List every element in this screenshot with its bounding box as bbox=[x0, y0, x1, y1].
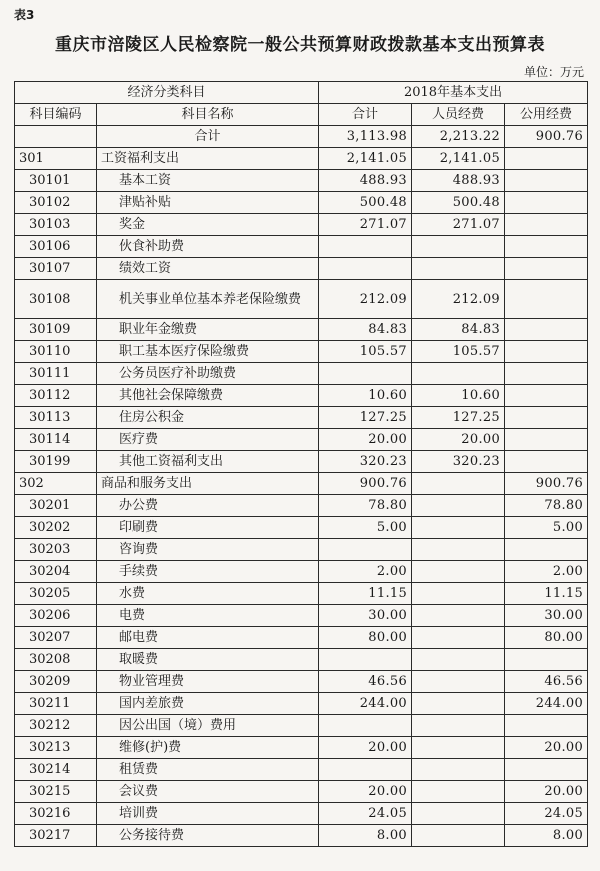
row-total: 2,141.05 bbox=[319, 148, 412, 170]
row-personnel bbox=[412, 759, 505, 781]
row-personnel: 212.09 bbox=[412, 280, 505, 319]
row-public bbox=[505, 363, 588, 385]
row-code: 30113 bbox=[15, 407, 97, 429]
row-total: 30.00 bbox=[319, 605, 412, 627]
row-public bbox=[505, 192, 588, 214]
row-total: 78.80 bbox=[319, 495, 412, 517]
table-row bbox=[15, 825, 588, 847]
table-row bbox=[15, 781, 588, 803]
table-row bbox=[15, 671, 588, 693]
row-public bbox=[505, 214, 588, 236]
row-name: 住房公积金 bbox=[97, 407, 319, 429]
row-name: 机关事业单位基本养老保险缴费 bbox=[97, 280, 319, 319]
table-row bbox=[15, 341, 588, 363]
row-name: 培训费 bbox=[97, 803, 319, 825]
table-row bbox=[15, 451, 588, 473]
row-code: 30201 bbox=[15, 495, 97, 517]
row-name: 伙食补助费 bbox=[97, 236, 319, 258]
table-row bbox=[15, 627, 588, 649]
row-total bbox=[319, 539, 412, 561]
table-row bbox=[15, 170, 588, 192]
table-row bbox=[15, 561, 588, 583]
table-row bbox=[15, 429, 588, 451]
row-name: 印刷费 bbox=[97, 517, 319, 539]
row-personnel bbox=[412, 539, 505, 561]
row-personnel bbox=[412, 363, 505, 385]
row-total: 127.25 bbox=[319, 407, 412, 429]
header-code: 科目编码 bbox=[15, 104, 97, 126]
row-public bbox=[505, 539, 588, 561]
row-public: 78.80 bbox=[505, 495, 588, 517]
row-name: 国内差旅费 bbox=[97, 693, 319, 715]
row-personnel bbox=[412, 693, 505, 715]
row-total: 20.00 bbox=[319, 737, 412, 759]
header-personnel: 人员经费 bbox=[412, 104, 505, 126]
header-econ-class: 经济分类科目 bbox=[15, 82, 319, 104]
table-row bbox=[15, 495, 588, 517]
table-row bbox=[15, 737, 588, 759]
row-total: 500.48 bbox=[319, 192, 412, 214]
table-row bbox=[15, 385, 588, 407]
table-row bbox=[15, 583, 588, 605]
row-personnel bbox=[412, 561, 505, 583]
row-total: 24.05 bbox=[319, 803, 412, 825]
row-total: 105.57 bbox=[319, 341, 412, 363]
table-row bbox=[15, 473, 588, 495]
row-name: 其他工资福利支出 bbox=[97, 451, 319, 473]
row-name: 职工基本医疗保险缴费 bbox=[97, 341, 319, 363]
row-public bbox=[505, 280, 588, 319]
row-total: 271.07 bbox=[319, 214, 412, 236]
row-personnel: 84.83 bbox=[412, 319, 505, 341]
row-total: 3,113.98 bbox=[319, 126, 412, 148]
header-row-1 bbox=[15, 82, 588, 104]
row-name: 商品和服务支出 bbox=[97, 473, 319, 495]
row-code: 30207 bbox=[15, 627, 97, 649]
row-public bbox=[505, 341, 588, 363]
row-code bbox=[15, 126, 97, 148]
row-personnel bbox=[412, 649, 505, 671]
table-row bbox=[15, 319, 588, 341]
row-personnel bbox=[412, 236, 505, 258]
row-public: 2.00 bbox=[505, 561, 588, 583]
row-name: 会议费 bbox=[97, 781, 319, 803]
row-total: 2.00 bbox=[319, 561, 412, 583]
row-personnel bbox=[412, 825, 505, 847]
table-row bbox=[15, 693, 588, 715]
row-name: 其他社会保障缴费 bbox=[97, 385, 319, 407]
header-name: 科目名称 bbox=[97, 104, 319, 126]
row-public bbox=[505, 319, 588, 341]
row-personnel bbox=[412, 605, 505, 627]
row-name: 办公费 bbox=[97, 495, 319, 517]
row-code: 30111 bbox=[15, 363, 97, 385]
row-total bbox=[319, 258, 412, 280]
table-row bbox=[15, 236, 588, 258]
table-row bbox=[15, 407, 588, 429]
row-total: 5.00 bbox=[319, 517, 412, 539]
table-row bbox=[15, 539, 588, 561]
row-personnel bbox=[412, 473, 505, 495]
row-total: 212.09 bbox=[319, 280, 412, 319]
row-public: 11.15 bbox=[505, 583, 588, 605]
table-row bbox=[15, 649, 588, 671]
row-code: 30101 bbox=[15, 170, 97, 192]
row-personnel bbox=[412, 258, 505, 280]
row-total bbox=[319, 236, 412, 258]
row-public: 8.00 bbox=[505, 825, 588, 847]
row-public: 30.00 bbox=[505, 605, 588, 627]
row-personnel bbox=[412, 671, 505, 693]
row-total bbox=[319, 715, 412, 737]
row-personnel: 320.23 bbox=[412, 451, 505, 473]
row-personnel bbox=[412, 627, 505, 649]
row-public: 900.76 bbox=[505, 126, 588, 148]
budget-table bbox=[14, 81, 588, 847]
row-name: 公务员医疗补助缴费 bbox=[97, 363, 319, 385]
row-personnel bbox=[412, 803, 505, 825]
row-name: 奖金 bbox=[97, 214, 319, 236]
row-code: 30102 bbox=[15, 192, 97, 214]
row-name: 医疗费 bbox=[97, 429, 319, 451]
row-code: 30108 bbox=[15, 280, 97, 319]
row-total: 80.00 bbox=[319, 627, 412, 649]
row-total: 20.00 bbox=[319, 781, 412, 803]
row-total: 84.83 bbox=[319, 319, 412, 341]
table-row bbox=[15, 280, 588, 319]
row-name: 电费 bbox=[97, 605, 319, 627]
row-public bbox=[505, 407, 588, 429]
row-public bbox=[505, 715, 588, 737]
row-code: 30199 bbox=[15, 451, 97, 473]
row-public: 20.00 bbox=[505, 781, 588, 803]
row-public bbox=[505, 258, 588, 280]
row-personnel: 2,141.05 bbox=[412, 148, 505, 170]
row-public: 80.00 bbox=[505, 627, 588, 649]
row-personnel: 271.07 bbox=[412, 214, 505, 236]
row-public: 5.00 bbox=[505, 517, 588, 539]
header-total: 合计 bbox=[319, 104, 412, 126]
row-total bbox=[319, 649, 412, 671]
row-personnel: 10.60 bbox=[412, 385, 505, 407]
table-row bbox=[15, 148, 588, 170]
table-row bbox=[15, 214, 588, 236]
row-public bbox=[505, 649, 588, 671]
header-year-expense: 2018年基本支出 bbox=[319, 82, 588, 104]
row-code: 30202 bbox=[15, 517, 97, 539]
row-name: 租赁费 bbox=[97, 759, 319, 781]
row-total: 320.23 bbox=[319, 451, 412, 473]
row-public bbox=[505, 385, 588, 407]
row-code: 30212 bbox=[15, 715, 97, 737]
row-personnel bbox=[412, 715, 505, 737]
row-total: 46.56 bbox=[319, 671, 412, 693]
header-public: 公用经费 bbox=[505, 104, 588, 126]
row-name: 取暖费 bbox=[97, 649, 319, 671]
row-name: 咨询费 bbox=[97, 539, 319, 561]
page-title: 重庆市涪陵区人民检察院一般公共预算财政拨款基本支出预算表 bbox=[55, 35, 545, 55]
row-code: 30206 bbox=[15, 605, 97, 627]
row-code: 30107 bbox=[15, 258, 97, 280]
row-personnel bbox=[412, 781, 505, 803]
row-public: 900.76 bbox=[505, 473, 588, 495]
table-row bbox=[15, 605, 588, 627]
row-name: 工资福利支出 bbox=[97, 148, 319, 170]
row-total: 11.15 bbox=[319, 583, 412, 605]
row-public bbox=[505, 451, 588, 473]
row-code: 30208 bbox=[15, 649, 97, 671]
row-personnel bbox=[412, 737, 505, 759]
row-name: 邮电费 bbox=[97, 627, 319, 649]
row-public bbox=[505, 429, 588, 451]
row-personnel bbox=[412, 495, 505, 517]
row-code: 30114 bbox=[15, 429, 97, 451]
row-total: 8.00 bbox=[319, 825, 412, 847]
row-code: 30204 bbox=[15, 561, 97, 583]
table-row bbox=[15, 363, 588, 385]
row-code: 30103 bbox=[15, 214, 97, 236]
row-personnel bbox=[412, 517, 505, 539]
row-name: 绩效工资 bbox=[97, 258, 319, 280]
row-personnel bbox=[412, 583, 505, 605]
row-name: 基本工资 bbox=[97, 170, 319, 192]
row-public: 46.56 bbox=[505, 671, 588, 693]
row-code: 30106 bbox=[15, 236, 97, 258]
row-public bbox=[505, 170, 588, 192]
row-name: 职业年金缴费 bbox=[97, 319, 319, 341]
row-personnel: 127.25 bbox=[412, 407, 505, 429]
row-personnel: 20.00 bbox=[412, 429, 505, 451]
row-code: 30213 bbox=[15, 737, 97, 759]
row-code: 30203 bbox=[15, 539, 97, 561]
table-row bbox=[15, 517, 588, 539]
row-name: 因公出国（境）费用 bbox=[97, 715, 319, 737]
row-public: 20.00 bbox=[505, 737, 588, 759]
table-row bbox=[15, 715, 588, 737]
row-total: 900.76 bbox=[319, 473, 412, 495]
row-code: 30209 bbox=[15, 671, 97, 693]
row-public: 24.05 bbox=[505, 803, 588, 825]
row-code: 30215 bbox=[15, 781, 97, 803]
table-row bbox=[15, 759, 588, 781]
row-name: 手续费 bbox=[97, 561, 319, 583]
row-personnel: 105.57 bbox=[412, 341, 505, 363]
row-code: 30205 bbox=[15, 583, 97, 605]
table-row bbox=[15, 803, 588, 825]
row-code: 30214 bbox=[15, 759, 97, 781]
row-name: 水费 bbox=[97, 583, 319, 605]
row-total bbox=[319, 759, 412, 781]
row-name: 津贴补贴 bbox=[97, 192, 319, 214]
unit-label: 单位：万元 bbox=[523, 65, 584, 79]
row-code: 30216 bbox=[15, 803, 97, 825]
row-name: 公务接待费 bbox=[97, 825, 319, 847]
row-total bbox=[319, 363, 412, 385]
table-row bbox=[15, 192, 588, 214]
row-code: 30217 bbox=[15, 825, 97, 847]
row-total: 488.93 bbox=[319, 170, 412, 192]
row-code: 30112 bbox=[15, 385, 97, 407]
row-code: 30211 bbox=[15, 693, 97, 715]
table-number: 表3 bbox=[14, 8, 35, 22]
row-code: 30110 bbox=[15, 341, 97, 363]
row-name: 维修(护)费 bbox=[97, 737, 319, 759]
row-name: 合计 bbox=[97, 126, 319, 148]
row-total: 20.00 bbox=[319, 429, 412, 451]
row-total: 244.00 bbox=[319, 693, 412, 715]
row-public bbox=[505, 236, 588, 258]
table-row bbox=[15, 258, 588, 280]
row-code: 302 bbox=[15, 473, 97, 495]
row-name: 物业管理费 bbox=[97, 671, 319, 693]
row-personnel: 2,213.22 bbox=[412, 126, 505, 148]
row-public: 244.00 bbox=[505, 693, 588, 715]
row-personnel: 488.93 bbox=[412, 170, 505, 192]
row-personnel: 500.48 bbox=[412, 192, 505, 214]
header-row-2 bbox=[15, 104, 588, 126]
row-public bbox=[505, 759, 588, 781]
table-row bbox=[15, 126, 588, 148]
row-code: 301 bbox=[15, 148, 97, 170]
row-code: 30109 bbox=[15, 319, 97, 341]
row-total: 10.60 bbox=[319, 385, 412, 407]
row-public bbox=[505, 148, 588, 170]
